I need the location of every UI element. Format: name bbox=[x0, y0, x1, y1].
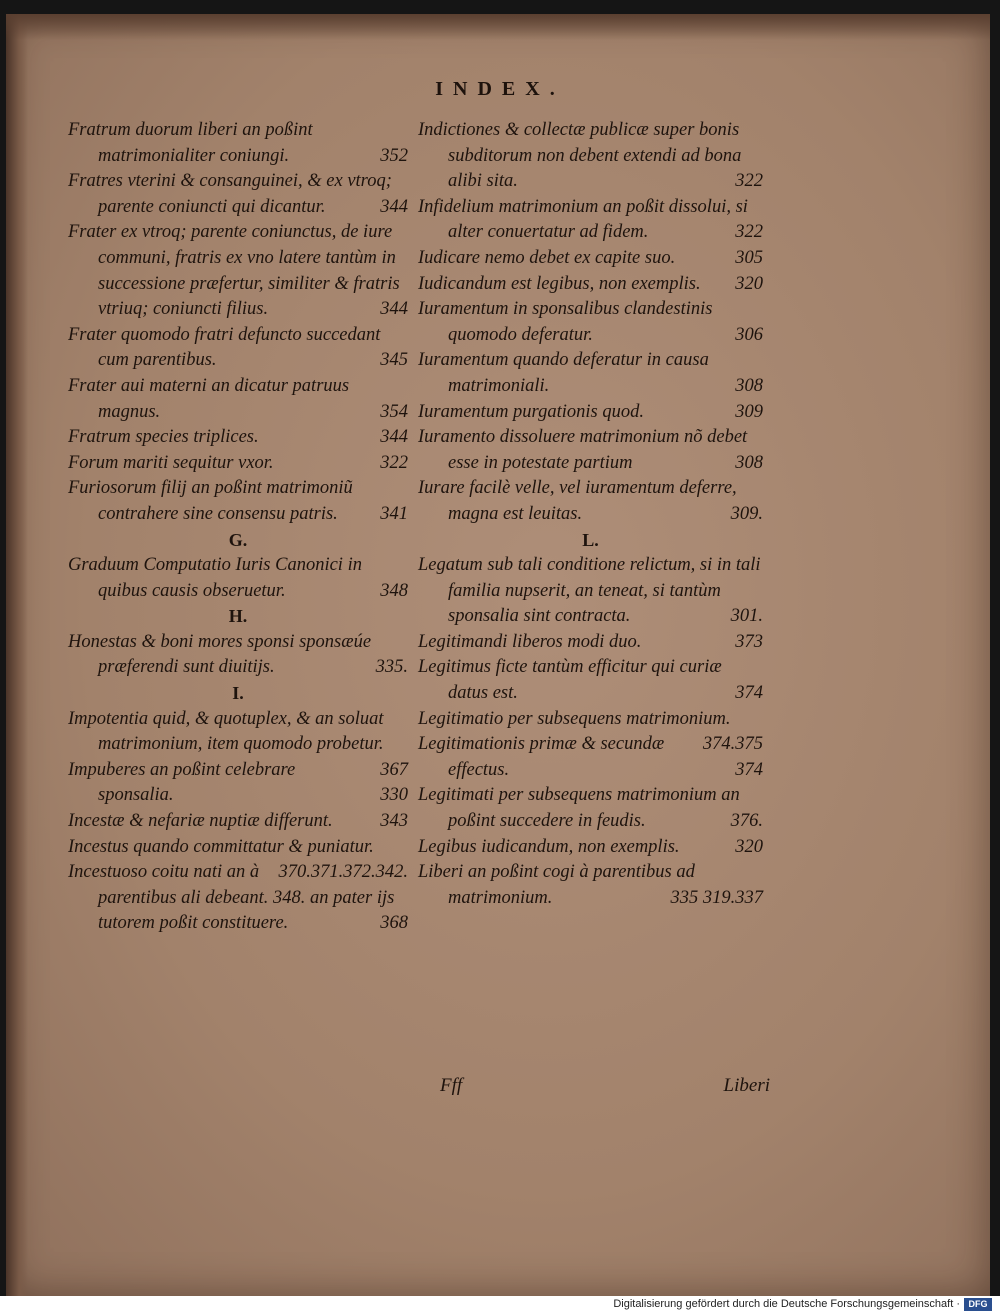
entry-text: Legatum sub tali conditione relictum, si in tali familia nupserit, an teneat, si tantùm sponsalia sint contracta. bbox=[418, 555, 761, 627]
section-letter: I. bbox=[232, 683, 244, 704]
index-entry bbox=[418, 348, 763, 399]
index-entry bbox=[418, 272, 763, 298]
entry-text: Incestæ & nefariæ nuptiæ differunt. bbox=[68, 811, 333, 832]
entry-page-number: 306 bbox=[735, 324, 763, 345]
index-entry bbox=[418, 835, 763, 861]
entry-text: Frater ex vtroq; parente coniunctus, de iure communi, fratris ex vno latere tantùm in successione præfertur, similiter & fratris vtriuq; coniuncti filius. bbox=[68, 222, 400, 320]
index-entry bbox=[418, 297, 763, 348]
entry-text: Iudicandum est legibus, non exemplis. bbox=[418, 273, 701, 294]
entry-page-number: 308 bbox=[735, 375, 763, 396]
entry-text: Indictiones & collectæ publicæ super bonis subditorum non debent extendi ad bona alibi sita. bbox=[418, 120, 742, 192]
entry-page-number: 344 bbox=[380, 196, 408, 217]
index-entry bbox=[418, 655, 763, 706]
entry-page-number: 330 bbox=[380, 785, 408, 806]
index-entry bbox=[418, 732, 763, 783]
entry-page-number: 374 bbox=[735, 759, 763, 780]
entry-text: Iuramentum quando deferatur in causa matrimoniali. bbox=[418, 350, 709, 396]
entry-page-number: 308 bbox=[735, 452, 763, 473]
entry-page-number: 322 bbox=[380, 452, 408, 473]
index-entry bbox=[418, 425, 763, 476]
index-entry bbox=[418, 553, 763, 630]
entry-page-number: 322 bbox=[735, 171, 763, 192]
index-entry bbox=[418, 195, 763, 246]
entry-page-number: 335. bbox=[375, 657, 408, 678]
entry-text: Fratrum species triplices. bbox=[68, 427, 259, 448]
entry-text: Frater quomodo fratri defuncto succedant cum parentibus. bbox=[68, 324, 381, 371]
entry-page-number: 376. bbox=[730, 811, 763, 832]
entry-page-number: 322 bbox=[735, 222, 763, 243]
index-entry bbox=[418, 783, 763, 834]
entry-page-number: 301. bbox=[730, 606, 763, 627]
entry-page-number: 368 bbox=[380, 913, 408, 934]
entry-page-number: 374 bbox=[735, 683, 763, 704]
index-entry bbox=[68, 630, 408, 681]
entry-text: Incestuoso coitu nati an à parentibus ali debeant. 348. an pater ijs tutorem poßit constituere. bbox=[68, 862, 395, 934]
entry-page-number: 354 bbox=[380, 401, 408, 422]
dfg-logo: DFG bbox=[964, 1298, 992, 1311]
entry-text: Honestas & boni mores sponsi sponsæúe præferendi sunt diuitijs. bbox=[68, 631, 372, 678]
index-entry bbox=[418, 476, 763, 527]
index-entry bbox=[68, 835, 408, 883]
entry-page-number: 320 bbox=[735, 273, 763, 294]
index-entry bbox=[418, 118, 763, 195]
page-top-shadow bbox=[6, 14, 990, 40]
entry-text: Iudicare nemo debet ex capite suo. bbox=[418, 247, 676, 268]
index-entry bbox=[68, 476, 408, 527]
entry-page-number: 348 bbox=[380, 580, 408, 601]
entry-text: Furiosorum filij an poßint matrimoniũ contrahere sine consensu patris. bbox=[68, 478, 353, 524]
entry-text: Fratrum duorum liberi an poßint matrimonialiter coniungi. bbox=[68, 120, 313, 166]
entry-text: Legibus iudicandum, non exemplis. bbox=[418, 836, 680, 857]
footer-credit: Digitalisierung gefördert durch die Deutsche Forschungsgemeinschaft · bbox=[613, 1298, 960, 1310]
entry-page-number: 335 319.337 bbox=[670, 887, 763, 908]
index-entry bbox=[418, 707, 763, 755]
index-entry bbox=[68, 220, 408, 322]
entry-page-number: 352 bbox=[380, 145, 408, 166]
catchword: Liberi bbox=[723, 1075, 770, 1096]
entry-text: Impuberes an poßint celebrare sponsalia. bbox=[68, 759, 296, 806]
entry-text: Incestus quando committatur & puniatur. bbox=[68, 836, 374, 857]
page-header: INDEX. bbox=[435, 78, 565, 100]
entry-text: Legitimandi liberos modi duo. bbox=[418, 631, 642, 652]
entry-page-number: 341 bbox=[380, 503, 408, 524]
entry-text: Legitimus ficte tantùm efficitur qui curiæ datus est. bbox=[418, 657, 722, 704]
index-entry bbox=[68, 809, 408, 835]
entry-page-number: 309. bbox=[730, 503, 763, 524]
index-entry bbox=[68, 323, 408, 374]
index-entry bbox=[418, 630, 763, 656]
index-entry bbox=[68, 118, 408, 169]
index-entry bbox=[418, 246, 763, 272]
signature-mark: Fff bbox=[440, 1075, 463, 1096]
index-entry bbox=[68, 758, 408, 809]
entry-page-number: 370.371.372.342. bbox=[278, 862, 408, 883]
entry-page-number: 345 bbox=[380, 350, 408, 371]
section-letter: H. bbox=[228, 606, 248, 627]
entry-text: Liberi an poßint cogi à parentibus ad matrimonium. bbox=[418, 862, 695, 908]
entry-page-number: 344 bbox=[380, 299, 408, 320]
digitization-footer bbox=[0, 1296, 1000, 1314]
index-entry bbox=[68, 425, 408, 451]
entry-page-number: 343 bbox=[380, 811, 408, 832]
entry-text: Frater aui materni an dicatur patruus magnus. bbox=[68, 375, 350, 422]
entry-text: Iurare facilè velle, vel iuramentum deferre, magna est leuitas. bbox=[418, 478, 737, 524]
index-entry bbox=[68, 451, 408, 477]
index-entry bbox=[68, 374, 408, 425]
section-letter: G. bbox=[228, 529, 248, 550]
entry-page-number: 320 bbox=[735, 836, 763, 857]
entry-text: Iuramentum purgationis quod. bbox=[418, 401, 644, 422]
entry-text: Legitimatio per subsequens matrimonium. bbox=[418, 708, 731, 729]
entry-text: Forum mariti sequitur vxor. bbox=[68, 452, 274, 473]
entry-page-number: 374.375 bbox=[702, 734, 763, 755]
entry-text: Iuramentum in sponsalibus clandestinis quomodo deferatur. bbox=[418, 299, 713, 345]
entry-page-number: 367 bbox=[380, 759, 408, 780]
index-entry bbox=[68, 860, 408, 937]
index-column-left bbox=[68, 118, 408, 937]
entry-text: Legitimati per subsequens matrimonium an poßint succedere in feudis. bbox=[418, 785, 740, 832]
section-letter: L. bbox=[582, 529, 599, 550]
entry-text: Impotentia quid, & quotuplex, & an soluat matrimonium, item quomodo probetur. bbox=[68, 708, 384, 755]
index-entry bbox=[418, 400, 763, 426]
entry-page-number: 309 bbox=[735, 401, 763, 422]
index-entry bbox=[68, 169, 408, 220]
entry-page-number: 373 bbox=[735, 631, 763, 652]
entry-page-number: 344 bbox=[380, 427, 408, 448]
entry-text: Infidelium matrimonium an poßit dissolui, si alter conuertatur ad fidem. bbox=[418, 196, 748, 243]
page-edge-shadow bbox=[6, 14, 28, 1296]
index-entry bbox=[68, 553, 408, 604]
entry-text: Iuramento dissoluere matrimonium nõ debet esse in potestate partium bbox=[418, 427, 748, 473]
entry-text: Fratres vterini & consanguinei, & ex vtroq; parente coniuncti qui dicantur. bbox=[68, 171, 392, 217]
entry-text: Graduum Computatio Iuris Canonici in quibus causis obseruetur. bbox=[68, 555, 362, 601]
index-column-right bbox=[418, 118, 763, 911]
index-entry bbox=[68, 707, 408, 780]
index-entry bbox=[418, 860, 763, 911]
entry-page-number: 305 bbox=[735, 247, 763, 268]
entry-text: Legitimationis primæ & secundæ effectus. bbox=[418, 734, 665, 780]
